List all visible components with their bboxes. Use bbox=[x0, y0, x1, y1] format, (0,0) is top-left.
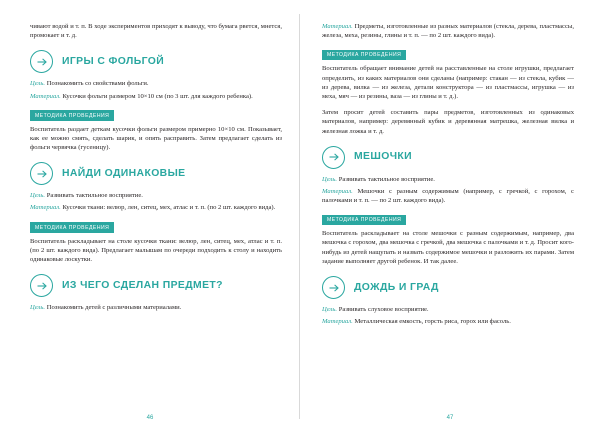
material-label: Материал. bbox=[322, 318, 353, 326]
material-label: Материал. bbox=[322, 23, 353, 30]
method-tag: МЕТОДИКА ПРОВЕДЕНИЯ bbox=[322, 50, 406, 60]
method-paragraph-2: Затем просит детей составить пары предметов, изготовленных из одинаковых материалов, например: деревянный кубик и деревянная матрешка, железная вилка и железная ложка и т. д. bbox=[322, 109, 574, 135]
goal-line bbox=[30, 303, 282, 312]
arrow-right-icon bbox=[30, 274, 53, 297]
goal-line bbox=[30, 191, 282, 200]
material-line bbox=[322, 317, 574, 326]
section-header bbox=[322, 276, 574, 299]
material-label: Материал. bbox=[322, 187, 353, 195]
arrow-right-icon bbox=[30, 50, 53, 73]
material-label: Материал. bbox=[30, 204, 61, 212]
section-header bbox=[30, 50, 282, 73]
arrow-right-icon bbox=[322, 146, 345, 169]
material-text: Предметы, изготовленные из разных материалов (стекла, дерева, пластмассы, железа, меха, резины, глины и т. п. — по 2 шт. каждого вида). bbox=[322, 23, 574, 40]
section-header bbox=[322, 146, 574, 169]
goal-label: Цель. bbox=[30, 192, 46, 200]
section-naydi-odinakovye bbox=[30, 162, 282, 264]
material-line bbox=[322, 22, 574, 40]
material-line bbox=[30, 203, 282, 212]
goal-line bbox=[30, 79, 282, 88]
method-tag: МЕТОДИКА ПРОВЕДЕНИЯ bbox=[30, 222, 114, 232]
section-meshochki bbox=[322, 146, 574, 266]
arrow-right-icon bbox=[322, 276, 345, 299]
goal-text: Развивать слуховое восприятие. bbox=[338, 306, 429, 314]
page-number-right: 47 bbox=[446, 415, 454, 421]
section-igry-s-folgoy bbox=[30, 50, 282, 152]
material-text: Кусочки фольги размером 10×10 см (по 3 шт. для каждого ребенка). bbox=[62, 92, 253, 100]
section-dozhd-i-grad bbox=[322, 276, 574, 326]
right-page bbox=[300, 0, 600, 433]
left-intro-paragraph: чивают водой и т. п. В ходе экспериментов приходят к выводу, что бумага рвется, мнется, промокает и т. д. bbox=[30, 23, 282, 40]
material-text: Мешочки с разным содержимым (например, с гречкой, с горохом, с палочками и т. п. — по 2 шт. каждого вида). bbox=[322, 187, 574, 204]
material-line bbox=[30, 92, 282, 101]
method-tag: МЕТОДИКА ПРОВЕДЕНИЯ bbox=[322, 215, 406, 225]
material-label: Материал. bbox=[30, 92, 61, 100]
section-title: ДОЖДЬ И ГРАД bbox=[354, 281, 439, 293]
section-title: ИГРЫ С ФОЛЬГОЙ bbox=[62, 55, 165, 67]
goal-text: Познакомить со свойствами фольги. bbox=[46, 80, 149, 88]
goal-label: Цель. bbox=[322, 175, 338, 183]
goal-text: Развивать тактильное восприятие. bbox=[46, 192, 143, 200]
section-header bbox=[30, 162, 282, 185]
material-line bbox=[322, 187, 574, 205]
method-tag: МЕТОДИКА ПРОВЕДЕНИЯ bbox=[30, 110, 114, 120]
method-paragraph: Воспитатель раскладывает на столе мешочки с разным содержимым, например, два мешочка с горохом, два мешочка с гречкой, два мешочка с палочками и т. д. Просит кого-нибудь из детей нащупать и назвать содержимое мешочки и разложить их парами. Затем задание выполняет другой ребенок. И так далее. bbox=[322, 230, 574, 265]
goal-label: Цель. bbox=[30, 304, 46, 312]
goal-label: Цель. bbox=[30, 80, 46, 88]
goal-text: Развивать тактильное восприятие. bbox=[338, 175, 435, 183]
section-header bbox=[30, 274, 282, 297]
arrow-right-icon bbox=[30, 162, 53, 185]
method-paragraph: Воспитатель раскладывает на столе кусочки ткани: велюр, лен, ситец, мех, атлас и т. п. (по 2 шт. каждого вида). Предлагает малышам по очереди подходить к столу и находить одинаковые лоскутки. bbox=[30, 237, 282, 264]
method-paragraph-1: Воспитатель обращает внимание детей на расставленные на столе игрушки, предлагает определить, из каких материалов они сделаны (например: стакан — из стекла, кубик — из дерева, вилка — из железа, детали конструктора — из пластмассы, игрушка — из меха, мяч — из резины, ваза — из глины и т. д.). bbox=[322, 65, 574, 100]
material-text: Кусочки ткани: велюр, лен, ситец, мех, атлас и т. п. (по 2 шт. каждого вида). bbox=[62, 204, 276, 212]
section-title: МЕШОЧКИ bbox=[354, 151, 413, 163]
goal-label: Цель. bbox=[322, 306, 338, 314]
method-paragraph: Воспитатель раздает деткам кусочки фольги размером примерно 10×10 см. Показывает, как ее можно смять, сделать шарик, и опять расправить. Затем предлагает сделать из фольги червячка (гусеницу). bbox=[30, 125, 282, 152]
section-iz-chego-sdelan-predmet bbox=[30, 274, 282, 312]
goal-line bbox=[322, 175, 574, 184]
section-title: НАЙДИ ОДИНАКОВЫЕ bbox=[62, 167, 186, 179]
goal-text: Познакомить детей с различными материалами. bbox=[46, 304, 182, 312]
section-title: ИЗ ЧЕГО СДЕЛАН ПРЕДМЕТ? bbox=[62, 279, 223, 291]
goal-line bbox=[322, 305, 574, 314]
page-number-left: 46 bbox=[146, 415, 154, 421]
material-text: Металлическая емкость, горсть риса, горох или фасоль. bbox=[354, 318, 511, 326]
